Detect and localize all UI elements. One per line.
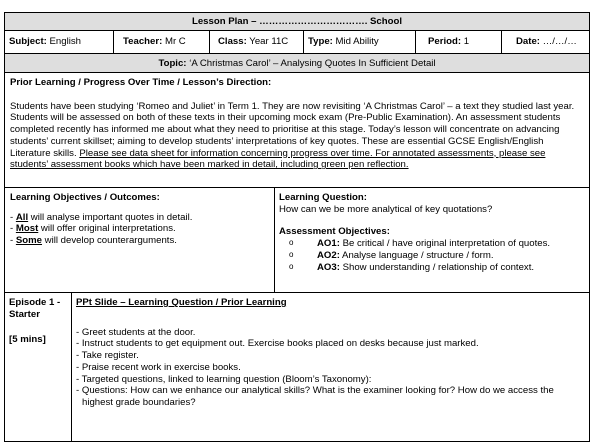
objective-dash: -	[10, 211, 16, 223]
date-cell	[501, 31, 589, 53]
objective-keyword: Most	[15, 223, 39, 235]
objective-dash: -	[10, 223, 16, 235]
episode-step: - Targeted questions, linked to learning question (Bloom’s Taxonomy):	[76, 373, 372, 385]
ao-code: AO1:	[317, 238, 340, 250]
ao-text: Be critical / have original interpretation of quotes.	[339, 238, 551, 250]
assessment-objective-item	[279, 238, 585, 250]
period-cell	[415, 31, 501, 53]
teacher-cell	[113, 31, 209, 53]
objective-item	[10, 235, 269, 247]
learning-question-section	[274, 187, 590, 293]
ao-code: AO3:	[317, 261, 340, 273]
learning-question-heading: Learning Question:	[279, 192, 367, 203]
objective-dash: -	[10, 235, 16, 247]
circle-bullet-icon: o	[289, 238, 294, 248]
objective-text: will develop counterarguments.	[42, 235, 177, 247]
objective-keyword: All	[15, 211, 29, 223]
ao-code: AO2:	[317, 249, 340, 261]
episode-label	[9, 297, 67, 320]
episode-step: - Questions: How can we enhance our analytical skills? What is the examiner looking for? How do we access the highest grade boundaries?	[76, 385, 554, 408]
learning-objectives-list	[10, 212, 269, 247]
type-value: Mid Ability	[335, 36, 379, 47]
assessment-objective-item	[279, 250, 585, 262]
episode-content-cell	[71, 292, 590, 442]
lesson-plan-title-row	[4, 12, 590, 31]
learning-objectives-section	[4, 187, 275, 293]
episode-steps-list	[76, 327, 585, 409]
topic-value: ‘A Christmas Carol’ – Analysing Quotes In Sufficient Detail	[189, 58, 436, 69]
ao-text: Show understanding / relationship of context.	[339, 261, 535, 273]
date-label: Date:	[516, 36, 540, 47]
objective-text: will offer original interpretations.	[38, 223, 176, 235]
episode-step: - Instruct students to get equipment out. Exercise books placed on desks because just marked.	[76, 338, 479, 350]
episode-number: Episode 1 -	[9, 297, 61, 308]
type-label: Type:	[308, 36, 333, 47]
prior-learning-body	[10, 101, 585, 171]
objective-text: will analyse important quotes in detail.	[28, 211, 193, 223]
lesson-plan-title: Lesson Plan – ……………………………. School	[191, 16, 403, 27]
teacher-label: Teacher:	[123, 36, 163, 47]
prior-learning-heading: Prior Learning / Progress Over Time / Lesson’s Direction:	[10, 77, 272, 88]
date-value: …/…/…	[542, 36, 577, 47]
circle-bullet-icon: o	[289, 261, 294, 271]
class-value: Year 11C	[249, 36, 289, 47]
learning-question-text: How can we be more analytical of key quotations?	[279, 203, 493, 215]
episode-label-cell	[4, 292, 72, 442]
slide-heading: PPt Slide – Learning Question / Prior Learning	[76, 297, 287, 308]
assessment-objectives-list	[279, 238, 585, 273]
objective-item	[10, 212, 269, 224]
prior-learning-section	[4, 72, 590, 188]
period-value: 1	[463, 36, 470, 47]
class-label: Class:	[218, 36, 247, 47]
episode-step: - Praise recent work in exercise books.	[76, 361, 241, 373]
episode-type: Starter	[9, 308, 40, 320]
class-cell	[209, 31, 303, 53]
objective-keyword: Some	[15, 235, 43, 247]
subject-cell	[5, 31, 113, 53]
assessment-objectives-heading: Assessment Objectives:	[279, 226, 390, 238]
subject-label: Subject:	[9, 36, 47, 47]
info-row	[4, 30, 590, 54]
episode-step: - Take register.	[76, 350, 139, 362]
ao-text: Analyse language / structure / form.	[339, 249, 494, 261]
prior-learning-underlined: Please see data sheet for information concerning progress over time. For annotated assessments, please see students’ assessment books which have been marked in detail, including green pen reflection.	[10, 147, 546, 171]
topic-row	[4, 53, 590, 73]
prior-learning-text: Students have been studying ‘Romeo and Juliet’ in Term 1. They are now revisiting ‘A Christmas Carol’ – a text they studied last year. Students will be assessed on both of these texts in their upcoming mock exam (Pre-Public Examination). An assessment students completed recently has informed me about what they need to prioritise at this stage. Today’s lesson will concentrate on advancing students’ current skillset; aiming to develop students’ interpretations of key quotes. These are essential GCSE English/English Literature skills.	[10, 100, 575, 159]
episode-step: - Greet students at the door.	[76, 326, 196, 338]
subject-value: English	[49, 36, 81, 47]
episode-duration: [5 mins]	[9, 334, 46, 346]
period-label: Period:	[428, 36, 462, 47]
assessment-objective-item	[279, 262, 585, 274]
objective-item	[10, 223, 269, 235]
circle-bullet-icon: o	[289, 249, 294, 259]
learning-objectives-heading: Learning Objectives / Outcomes:	[10, 192, 160, 203]
topic-label: Topic:	[158, 58, 187, 69]
teacher-value: Mr C	[164, 36, 186, 47]
type-cell	[303, 31, 415, 53]
